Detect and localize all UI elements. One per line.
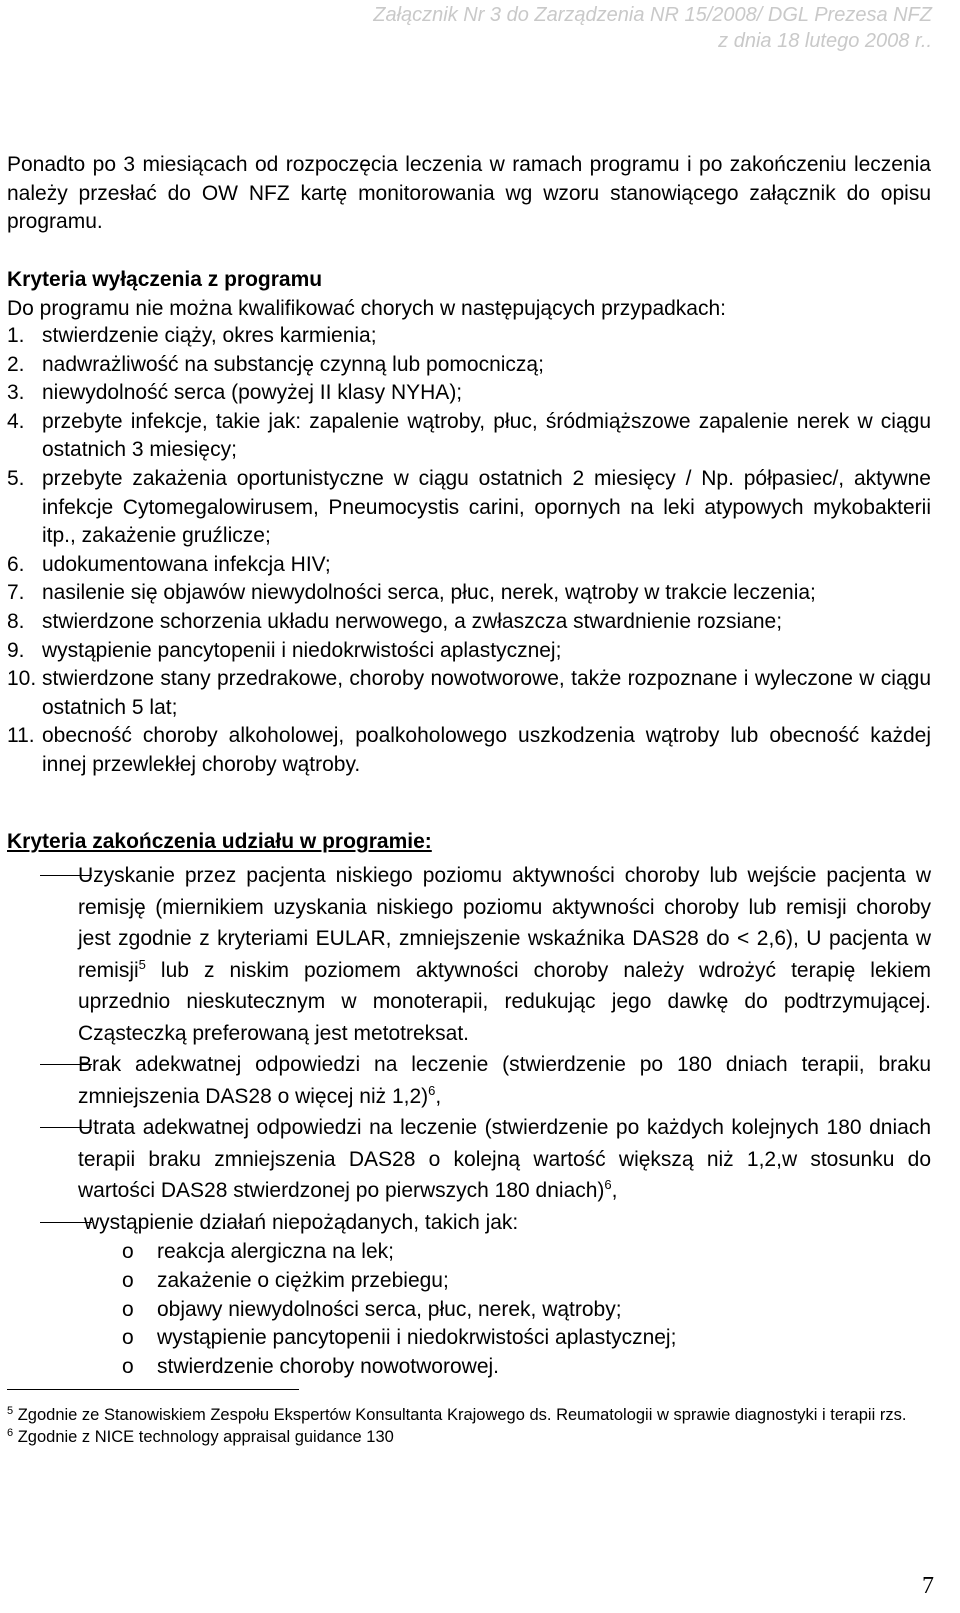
sub-item-text: reakcja alergiczna na lek; [157,1240,394,1263]
footnote-ref: 6 [604,1177,612,1192]
sub-list-item [84,1353,931,1382]
circle-bullet: o [122,1326,134,1350]
sub-item-text: objawy niewydolności serca, płuc, nerek, wątroby; [157,1297,622,1321]
circle-bullet: o [122,1297,134,1321]
item-number: 11. [7,724,35,748]
end-criteria-list [40,860,931,1382]
dash-bullet [40,1064,92,1065]
item-text: przebyte zakażenia oportunistyczne w ciągu ostatnich 2 miesięcy / Np. półpasiec/, aktywne infekcje Cytomegalowirusem, Pneumocystis carini, opornych na leki atypowych mykobakterii itp., zakażenie gruźlicze; [42,466,931,548]
list-item [7,637,931,666]
list-item [40,860,931,1049]
item-text: niewydolność serca (powyżej II klasy NYHA); [42,381,463,405]
sub-item-text: wystąpienie pancytopenii i niedokrwistości aplastycznej; [157,1326,677,1350]
footnotes [7,1404,931,1448]
adverse-events-list [84,1238,931,1382]
item-text: przebyte infekcje, takie jak: zapalenie wątroby, płuc, śródmiąższowe zapalenie nerek w ciągu ostatnich 3 miesięcy; [42,409,931,462]
item-text-cont: , [611,1179,618,1202]
end-criteria-heading: Kryteria zakończenia udziału w programie: [7,830,432,853]
sub-list-item [84,1324,931,1353]
footnote [7,1426,931,1448]
item-number: 8. [7,609,25,633]
item-number: 4. [7,409,25,433]
circle-bullet: o [122,1268,134,1292]
footnote-ref: 5 [138,956,146,972]
item-text: obecność choroby alkoholowej, poalkoholowego uszkodzenia wątroby lub obecność każdej innej przewlekłej choroby wątroby. [42,724,931,776]
item-number: 3. [7,381,25,405]
item-text: Uzyskanie przez pacjenta niskiego poziomu aktywności choroby lub wejście pacjenta w remisję (miernikiem uzyskania niskiego poziomu aktywności choroby lub remisji choroby jest zgodnie z kryteriami EULAR, zmniejszenie wskaźnika DAS28 do < 2,6), U pacjenta w remisji [78,864,931,982]
footnote [7,1404,931,1426]
sub-list-item [84,1267,931,1296]
item-number: 9. [7,638,25,662]
footnote-mark: 6 [7,1427,14,1439]
item-number: 2. [7,352,25,376]
dash-bullet [40,875,92,876]
item-number: 5. [7,466,25,490]
list-item [40,1049,931,1112]
sub-item-text: stwierdzenie choroby nowotworowej. [157,1355,499,1379]
header-line-2: z dnia 18 lutego 2008 r.. [718,30,932,52]
dash-bullet [40,1222,92,1223]
intro-paragraph: Ponadto po 3 miesiącach od rozpoczęcia leczenia w ramach programu i po zakończeniu leczenia należy przesłać do OW NFZ kartę monitorowania wg wzoru stanowiącego załącznik do opisu programu. [7,153,931,234]
dash-bullet [40,1127,92,1128]
list-item [40,1207,931,1382]
list-item [7,322,931,351]
item-text: stwierdzone schorzenia układu nerwowego, a zwłaszcza stwardnienie rozsiane; [42,609,783,633]
item-text-cont: lub z niskim poziomem aktywności choroby należy wdrożyć terapię lekiem uprzednio nieskutecznym w monoterapii, redukując jego dawkę do podtrzymującej. Cząsteczką preferowaną jest metotreksat. [78,958,931,1045]
item-text: wystąpienie pancytopenii i niedokrwistości aplastycznej; [42,638,562,662]
exclusion-criteria-heading: Kryteria wyłączenia z programu [7,268,323,291]
item-text-cont: , [435,1084,442,1108]
list-item [7,608,931,637]
footnote-separator [7,1389,299,1390]
exclusion-criteria-lead: Do programu nie można kwalifikować chorych w następujących przypadkach: [7,297,727,320]
item-number: 7. [7,581,25,605]
list-item [7,722,931,779]
item-text: udokumentowana infekcja HIV; [42,552,331,576]
footnote-ref: 6 [428,1082,436,1098]
exclusion-criteria-list [7,322,931,780]
list-item [7,408,931,465]
header-line-1: Załącznik Nr 3 do Zarządzenia NR 15/2008/ DGL Prezesa NFZ [373,4,932,26]
sub-item-text: zakażenie o ciężkim przebiegu; [157,1268,449,1292]
list-item [7,379,931,408]
footnote-text: Zgodnie ze Stanowiskiem Zespołu Ekspertów Konsultanta Krajowego ds. Reumatologii w sprawie diagnostyki i terapii rzs. [17,1406,907,1424]
item-text: Utrata adekwatnej odpowiedzi na leczenie (stwierdzenie po każdych kolejnych 180 dniach terapii braku zmniejszenia DAS28 o kolejną wartość większą niż 1,2,w stosunku do wartości DAS28 stwierdzonej po pierwszych 180 dniach) [78,1116,931,1202]
item-text: stwierdzenie ciąży, okres karmienia; [42,324,377,347]
item-number: 6. [7,552,25,576]
item-number: 10. [7,667,37,691]
footnote-mark: 5 [7,1405,14,1417]
list-item [7,665,931,722]
item-text: stwierdzone stany przedrakowe, choroby nowotworowe, także rozpoznane i wyleczone w ciągu ostatnich 5 lat; [42,667,931,719]
list-item [7,579,931,608]
item-number: 1. [7,324,25,347]
list-item [7,465,931,551]
list-item [7,551,931,580]
page-number: 7 [922,1573,934,1599]
item-text: Brak adekwatnej odpowiedzi na leczenie (stwierdzenie po 180 dniach terapii, braku zmniejszenia DAS28 o więcej niż 1,2) [78,1053,931,1108]
list-item [40,1112,931,1207]
item-text: nasilenie się objawów niewydolności serca, płuc, nerek, wątroby w trakcie leczenia; [42,581,816,605]
circle-bullet: o [122,1355,134,1379]
sub-list-item [84,1238,931,1267]
sub-list-item [84,1296,931,1325]
footnote-text: Zgodnie z NICE technology appraisal guidance 130 [17,1428,394,1446]
document-header [373,2,932,54]
list-item [7,351,931,380]
circle-bullet: o [122,1240,134,1263]
item-text: nadwrażliwość na substancję czynną lub pomocniczą; [42,352,544,376]
item-text: wystąpienie działań niepożądanych, takich jak: [84,1210,519,1234]
